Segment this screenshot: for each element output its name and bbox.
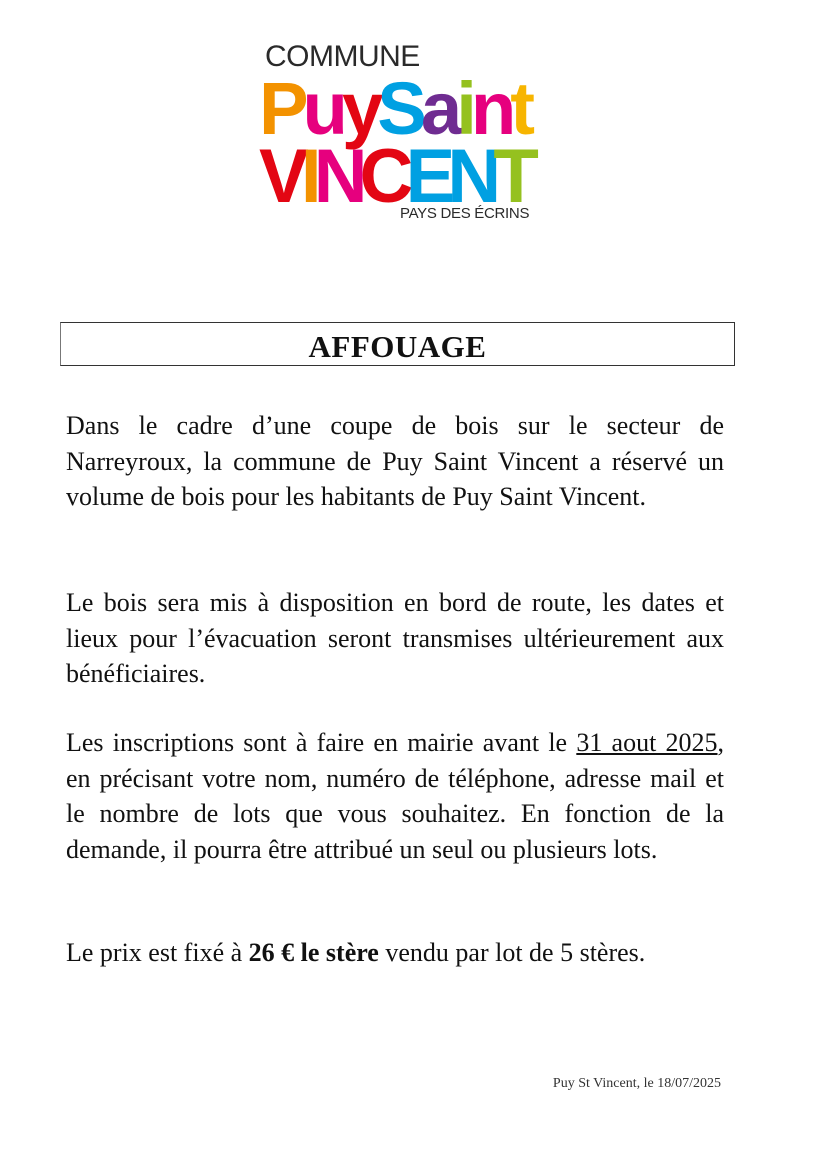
logo-wordmark — [255, 70, 555, 210]
commune-logo — [255, 40, 555, 230]
price: 26 € le stère — [248, 938, 379, 967]
paragraph-2: Le bois sera mis à disposition en bord de route, les dates et lieux pour l’évacuation seront transmises ultérieurement aux bénéficiaires. — [66, 588, 724, 688]
p3-after: , en précisant votre nom, numéro de téléphone, adresse mail et le nombre de lots que vous souhaitez. En fonction de la demande, il pourra être attribué un seul ou plusieurs lots. — [66, 728, 725, 864]
title-box — [60, 322, 735, 366]
p4-before: Le prix est fixé à — [66, 938, 249, 967]
footer-date-line: Puy St Vincent, le 18/07/2025 — [552, 1076, 721, 1091]
logo-line-vincent: VINCENT — [259, 134, 532, 210]
page-title: AFFOUAGE — [308, 329, 487, 364]
logo-line-puysaint: PuySaint — [259, 70, 529, 150]
paragraph-1: Dans le cadre d’une coupe de bois sur le secteur de Narreyroux, la commune de Puy Saint Vincent a réservé un volume de bois pour les habitants de Puy Saint Vincent. — [66, 411, 724, 511]
paragraph-4 — [66, 935, 724, 971]
paragraph-3 — [66, 725, 724, 867]
logo-commune-text: COMMUNE — [265, 40, 420, 73]
p4-after: vendu par lot de 5 stères. — [378, 938, 646, 967]
p3-before: Les inscriptions sont à faire en mairie avant le — [66, 728, 577, 757]
deadline-date: 31 aout 2025 — [576, 728, 718, 757]
logo-pays-text: PAYS DES ÉCRINS — [400, 205, 530, 222]
